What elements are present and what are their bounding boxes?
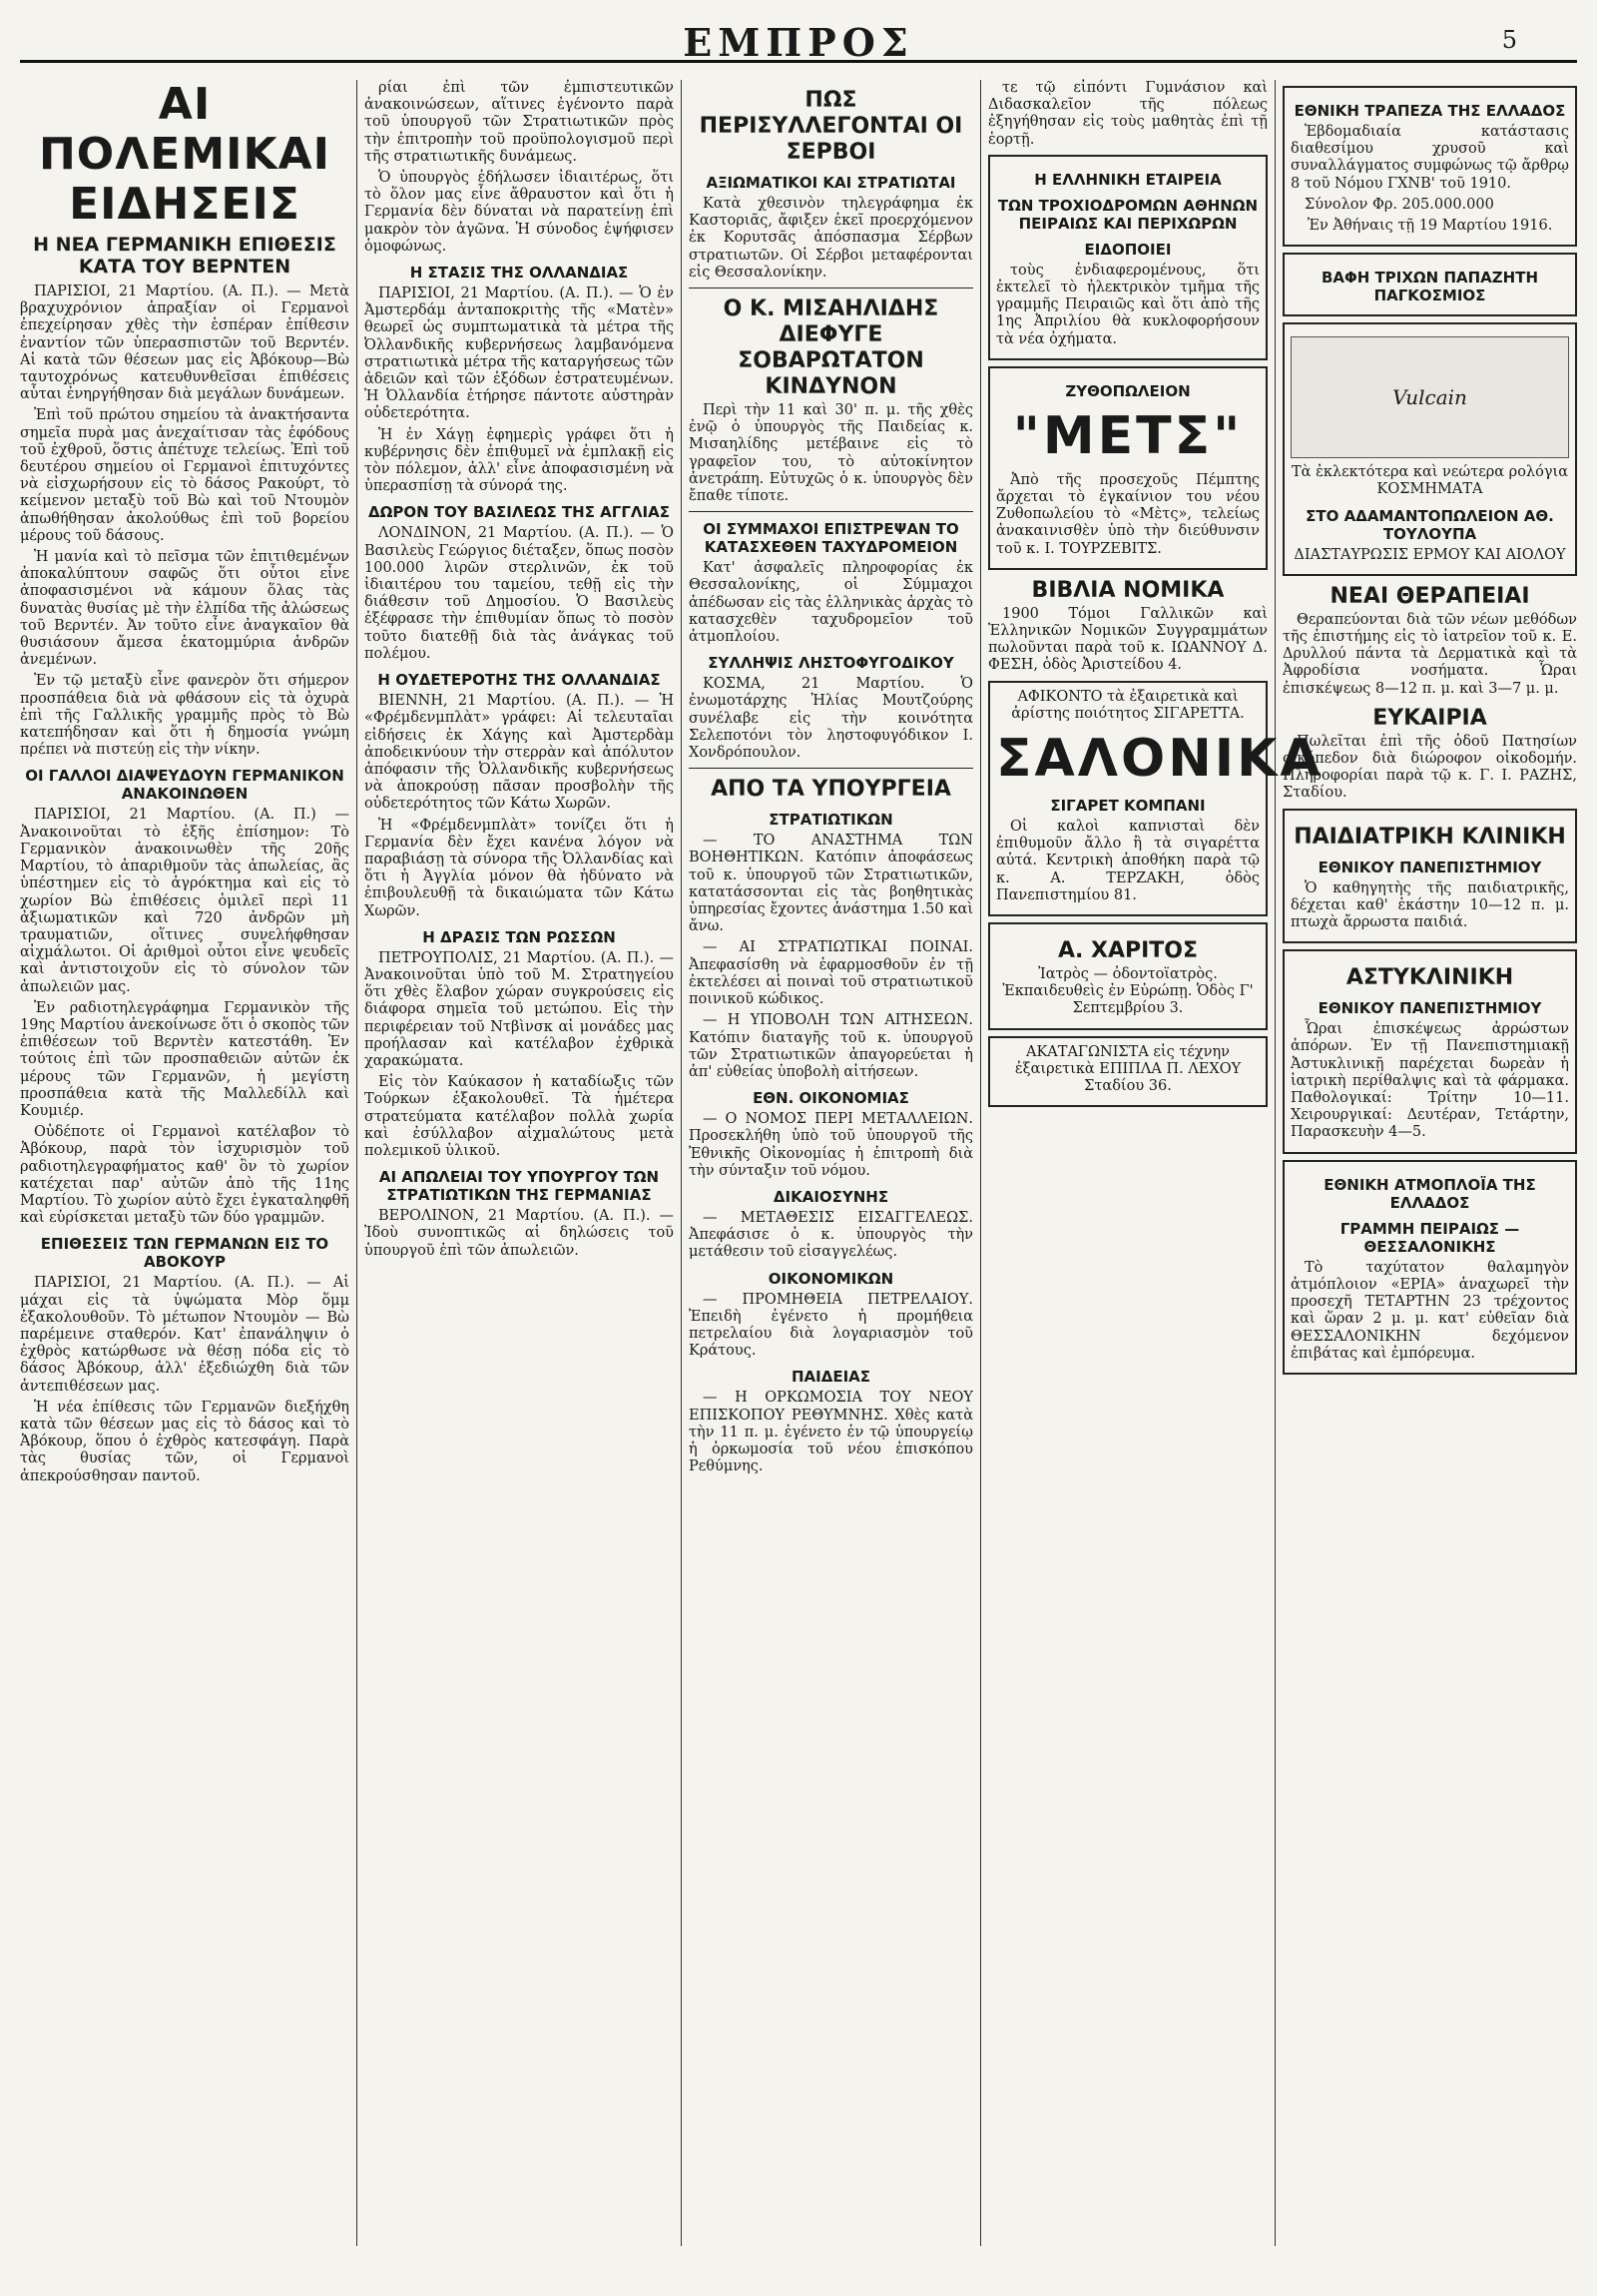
main-subheadline: Η ΝΕΑ ΓΕΡΜΑΝΙΚΗ ΕΠΙΘΕΣΙΣ ΚΑΤΑ ΤΟΥ ΒΕΡΝΤΕΝ: [33, 234, 336, 278]
column-2: [364, 80, 674, 2246]
article-paragraph: — Ο ΝΟΜΟΣ ΠΕΡΙ ΜΕΤΑΛΛΕΙΩΝ. Προσεκλήθη ὑπὸ τοῦ ὑπουργοῦ τῆς Ἐθνικῆς Οἰκονομίας ἡ ἐπιτροπὴ διὰ τὴν σύνταξιν τοῦ νόμου.: [689, 1111, 973, 1179]
article-paragraph: — ΤΟ ΑΝΑΣΤΗΜΑ ΤΩΝ ΒΟΗΘΗΤΙΚΩΝ. Κατόπιν ἀποφάσεως τοῦ κ. ὑπουργοῦ τῶν Στρατιωτικῶν, κατατάσσονται εἰς τὰς βοηθητικὰς ὑπηρεσίας ἔχοντες ἀνάστημα 1.50 καὶ ἄνω.: [689, 833, 973, 935]
article-paragraph: — Η ΟΡΚΩΜΟΣΙΑ ΤΟΥ ΝΕΟΥ ΕΠΙΣΚΟΠΟΥ ΡΕΘΥΜΝΗΣ. Χθὲς κατὰ τὴν 11 π. μ. ἐγένετο ἐν τῷ ὑπουργείῳ ἡ ὁρκωμοσία τοῦ νέου ἐπισκόπου Ρεθύμνης.: [689, 1390, 973, 1475]
section-heading: ΠΑΙΔΕΙΑΣ: [791, 1368, 871, 1387]
article-paragraph: ΠΑΡΙΣΙΟΙ, 21 Μαρτίου. (Α. Π.). — Αἱ μάχαι εἰς τὰ ὑψώματα Μὸρ ὅμμ ἐξακολουθοῦν. Τὸ μέτωπον Ντουμὸν — Βὼ παρέμεινε σταθερόν. Κατ' ἐπανάληψιν ὁ ἐχθρὸς κατώρθωσε νὰ θέσῃ πόδα εἰς τὸ δάσος Ἀβόκουρ, ἀλλ' ἐξεδιώχθη διὰ τῶν ἀντεπιθέσεων μας.: [20, 1275, 349, 1395]
section-heading: ΔΩΡΟΝ ΤΟΥ ΒΑΣΙΛΕΩΣ ΤΗΣ ΑΓΓΛΙΑΣ: [368, 503, 670, 522]
column-4: [988, 80, 1324, 2246]
ad-text: ΑΚΑΤΑΓΩΝΙΣΤΑ εἰς τέχνην ἐξαιρετικὰ ΕΠΙΠΛΑ Π. ΛΕΧΟΥ Σταδίου 36.: [1014, 1043, 1242, 1095]
article-paragraph: Ἐν τῷ μεταξὺ εἶνε φανερὸν ὅτι σήμερον προσπάθεια διὰ νὰ φθάσουν εἰς τὰ ὀχυρὰ ἐπὶ τῆς Γαλλικῆς γραμμῆς πρὸς τὸ Βὼ κατεπήδησαν καὶ ὅτι ἡ δημοσία γνώμη πρέπει νὰ πιστεύῃ εἰς τὴν νίκην.: [20, 673, 349, 759]
national-bank-notice: [1283, 86, 1577, 247]
ad-text: ΔΙΑΣΤΑΥΡΩΣΙΣ ΕΡΜΟΥ ΚΑΙ ΑΙΟΛΟΥ: [1294, 546, 1566, 563]
article-paragraph: ΠΕΤΡΟΥΠΟΛΙΣ, 21 Μαρτίου. (Α. Π.). — Ἀνακοινοῦται ὑπὸ τοῦ Μ. Στρατηγείου ὅτι χθὲς ἔλαβον χώραν συγκρούσεις εἰς διάφορα σημεῖα τοῦ μετώπου. Εἰς τὴν περιφέρειαν τοῦ Ντβὶνσκ αἱ μονάδες μας προήλασαν καὶ κατέλαβον ἐχθρικὰ χαρακώματα.: [364, 949, 674, 1069]
article-paragraph: ΒΙΕΝΝΗ, 21 Μαρτίου. (Α. Π.). — Ἡ «Φρέμδενμπλὰτ» γράφει: Αἱ τελευταῖαι εἰδήσεις ἐκ Χάγης καὶ Ἀμστερδὰμ ἀποδεικνύουν τὴν στερρὰν καὶ ἀπόλυτον ἀπόφασιν τῆς Ὀλλανδικῆς κυβερνήσεως νὰ ἀποκρούσῃ πᾶσαν προσβολὴν τῆς οὐδετερότητος τῶν Κάτω Χωρῶν.: [364, 693, 674, 813]
article-paragraph: Κατὰ χθεσινὸν τηλεγράφημα ἐκ Καστοριᾶς, ἄφιξεν ἐκεῖ προερχόμενον ἐκ Κορυτσᾶς ἀπόσπασμα Σέρβων στρατιωτῶν. Οἱ Σέρβοι μεταφέρονται εἰς Θεσσαλονίκην.: [689, 196, 973, 281]
ad-text: Ἰατρὸς — ὀδοντοϊατρὸς. Ἐκπαιδευθεὶς ἐν Εὐρώπῃ. Ὁδὸς Γ' Σεπτεμβρίου 3.: [1002, 966, 1254, 1017]
notice-heading: ΕΘΝΙΚΗ ΑΤΜΟΠΛΟΪΑ ΤΗΣ ΕΛΛΑΔΟΣ: [1324, 1175, 1536, 1212]
section-heading: ΟΙ ΓΑΛΛΟΙ ΔΙΑΨΕΥΔΟΥΝ ΓΕΡΜΑΝΙΚΟΝ ΑΝΑΚΟΙΝΩΘΕΝ: [25, 767, 344, 804]
section-headline: ΝΕΑΙ ΘΕΡΑΠΕΙΑΙ: [1330, 583, 1530, 609]
section-headline: ΒΙΒΛΙΑ ΝΟΜΙΚΑ: [1031, 577, 1225, 603]
article-paragraph: 1900 Τόμοι Γαλλικῶν καὶ Ἑλληνικῶν Νομικῶν Συγγραμμάτων πωλοῦνται παρὰ τοῦ κ. ΙΩΑΝΝΟΥ Δ. ΦΕΣΗ, ὁδὸς Ἀριστείδου 4.: [988, 605, 1268, 674]
article-paragraph: — ΜΕΤΑΘΕΣΙΣ ΕΙΣΑΓΓΕΛΕΩΣ. Ἀπεφάσισε ὁ κ. ὑπουργὸς τὴν μετάθεσιν τοῦ εἰσαγγελέως.: [689, 1209, 973, 1261]
tram-company-notice: [988, 155, 1268, 360]
notice-heading: ΑΣΤΥΚΛΙΝΙΚΗ: [1345, 965, 1514, 991]
column-3: [689, 80, 973, 2246]
article-paragraph: ΒΕΡΟΛΙΝΟΝ, 21 Μαρτίου. (Α. Π.). — Ἰδοὺ συνοπτικῶς αἱ δηλώσεις τοῦ ὑπουργοῦ ἐπὶ τῶν ἀπωλειῶν.: [364, 1208, 674, 1259]
watch-jewellery-ad: [1283, 322, 1577, 576]
main-headline: ΑΙ ΠΟΛΕΜΙΚΑΙ ΕΙΔΗΣΕΙΣ: [38, 79, 330, 230]
article-paragraph: Ἡ νέα ἐπίθεσις τῶν Γερμανῶν διεξήχθη κατὰ τῶν θέσεων μας εἰς τὸ δάσος καὶ τὸ Ἀβόκουρ, ὅπου ὁ ἐχθρὸς κατεσφάγη. Παρὰ τὰς θυσίας τῶν, οἱ Γερμανοὶ ἀπεκρούσθησαν παντοῦ.: [20, 1399, 349, 1484]
dentist-ad: [988, 922, 1268, 1030]
ad-text: Οἱ καλοὶ καπνισταὶ δὲν ἐπιθυμοῦν ἄλλο ἢ τὰ σιγαρέττα αὐτά. Κεντρικὴ ἀποθήκη παρὰ τῷ κ. Α. ΤΕΡΖΑΚΗ, ὁδὸς Πανεπιστημίου 81.: [996, 819, 1260, 903]
total-value: 205.000.000: [1401, 196, 1494, 213]
article-paragraph: ΠΑΡΙΣΙΟΙ, 21 Μαρτίου. (Α. Π.) — Ἀνακοινοῦται τὸ ἑξῆς ἐπίσημον: Τὸ Γερμανικὸν ἀνακοινωθὲν τῆς 20ῆς Μαρτίου, τὸ ἀπαριθμοῦν τὰς ἀπωλείας, ἂς ὑπέστημεν εἰς τὸ ἀγρόκτημα καὶ εἰς τὸ χωρίον Βὼ ἐπιθέσεις ὁμιλεῖ περὶ 11 ἀξιωματικῶν καὶ 720 ἀνδρῶν μὴ τραυματιῶν, οἵτινες συνελήφθησαν αἰχμάλωτοι. Οἱ ἀριθμοὶ οὗτοι εἶνε ψευδεῖς καὶ ἀντιστοιχοῦν εἰς τὸ σύνολον τῶν ἀπωλειῶν μας.: [20, 807, 349, 995]
article-paragraph: τε τῷ εἰπόντι Γυμνάσιον καὶ Διδασκαλεῖον τῆς πόλεως ἐξηγήθησαν εἰς τοὺς μαθητὰς ἐπὶ τῇ ἑορτῇ.: [988, 80, 1268, 148]
notice-heading: ΕΙΔΟΠΟΙΕΙ: [1084, 240, 1172, 259]
section-heading: Η ΣΤΑΣΙΣ ΤΗΣ ΟΛΛΑΝΔΙΑΣ: [409, 264, 629, 283]
column-rule: [681, 80, 682, 2246]
ad-text: Τὰ ἐκλεκτότερα καὶ νεώτερα ρολόγια ΚΟΣΜΗΜΑΤΑ: [1292, 464, 1568, 498]
article-paragraph: Περὶ τὴν 11 καὶ 30' π. μ. τῆς χθὲς ἐνῷ ὁ ὑπουργὸς τῆς Παιδείας κ. Μισαηλίδης μετέβαινε εἰς τὸ γραφεῖον του, τὸ αὐτοκίνητον ἀνετράπη. Εὐτυχῶς ὁ κ. ὑπουργὸς δὲν ἔπαθε τίποτε.: [689, 402, 973, 505]
column-1: [20, 80, 349, 2246]
article-paragraph: Ἡ ἐν Χάγῃ ἐφημερὶς γράφει ὅτι ἡ κυβέρνησις δὲν ἐπιθυμεῖ νὰ ἐμπλακῇ εἰς τὸν πόλεμον, ἀλλ' εἶνε ἀποφασισμένη νὰ ὑπερασπίσῃ τὰ σύνορά της.: [364, 426, 674, 495]
article-paragraph: Ἐν ραδιοτηλεγράφημα Γερμανικὸν τῆς 19ης Μαρτίου ἀνεκοίνωσε ὅτι ὁ σκοπὸς τῶν ἐπιθέσεων τοῦ Βερντὲν κατεστάθη. Ἐν τούτοις ἐπὶ τῶν προσπαθειῶν αὐτῶν ἐκ μέρους τῶν Γερμανῶν, ἡ μεγίστη προσπάθεια κατὰ τῆς Μαλλεδίλλ καὶ Κουμιέρ.: [20, 999, 349, 1119]
notice-date: Ἐν Ἀθήναις τῇ 19 Μαρτίου 1916.: [1307, 218, 1553, 235]
notice-heading: ΤΩΝ ΤΡΟΧΙΟΔΡΟΜΩΝ ΑΘΗΝΩΝ ΠΕΙΡΑΙΩΣ ΚΑΙ ΠΕΡΙΧΩΡΩΝ: [997, 196, 1259, 233]
hair-dye-ad: [1283, 253, 1577, 316]
article-paragraph: ΚΟΣΜΑ, 21 Μαρτίου. Ὁ ἐνωμοτάρχης Ἠλίας Μουτζούρης συνέλαβε εἰς τὴν κοινότητα Σελεποτόνι τὸν ληστοφυγόδικον Ι. Χονδρόπουλον.: [689, 676, 973, 762]
ad-name: Α. ΧΑΡΙΤΟΣ: [1057, 938, 1199, 964]
column-rule: [980, 80, 981, 2246]
notice-heading: ΕΘΝΙΚΟΥ ΠΑΝΕΠΙΣΤΗΜΙΟΥ: [1318, 858, 1542, 876]
column-5: [1283, 80, 1577, 2246]
notice-heading: ΠΑΙΔΙΑΤΡΙΚΗ ΚΛΙΝΙΚΗ: [1294, 824, 1566, 850]
article-paragraph: Ἡ «Φρέμδενμπλὰτ» τονίζει ὅτι ἡ Γερμανία δὲν ἔχει κανένα λόγον νὰ παραβιάσῃ τὰ σύνορα τῆς Ὀλλανδίας καὶ ὅτι ἡ Ἀγγλία μόνον θὰ ἠδύνατο νὰ ἐπιβουλευθῇ τὰ δικαιώματα τῶν Κάτω Χωρῶν.: [364, 817, 674, 919]
notice-text: Τὸ ταχύτατον θαλαμηγὸν ἀτμόπλοιον «ΕΡΙΑ» ἀναχωρεῖ τὴν προσεχῆ ΤΕΤΑΡΤΗΝ 23 τρέχοντος καὶ ὥραν 2 μ. μ. κατ' εὐθεῖαν διὰ ΘΕΣΣΑΛΟΝΙΚΗΝ δεχόμενον ἐπιβάτας καὶ ἐμπόρευμα.: [1291, 1259, 1569, 1362]
notice-text: τοὺς ἐνδιαφερομένους, ὅτι ἐκτελεῖ τὸ ἠλεκτρικὸν τμῆμα τῆς γραμμῆς Πειραιῶς καὶ ὅτι ἀπὸ τῆς 1ης Ἀπριλίου θὰ κυκλοφορήσουν τὰ νέα ὀχήματα.: [996, 262, 1260, 347]
article-paragraph: — ΑΙ ΣΤΡΑΤΙΩΤΙΚΑΙ ΠΟΙΝΑΙ. Ἀπεφασίσθη νὰ ἐφαρμοσθοῦν ἐν τῇ ἐκτελέσει αἱ ποιναὶ τοῦ στρατιωτικοῦ ποινικοῦ κώδικος.: [689, 939, 973, 1008]
section-heading: ΟΙ ΣΥΜΜΑΧΟΙ ΕΠΙΣΤΡΕΨΑΝ ΤΟ ΚΑΤΑΣΧΕΘΕΝ ΤΑΧΥΔΡΟΜΕΙΟΝ: [703, 520, 959, 557]
article-paragraph: Θεραπεύονται διὰ τῶν νέων μεθόδων τῆς ἐπιστήμης εἰς τὸ ἰατρεῖον τοῦ κ. Ε. Δρυλλού πάντα τὰ Δερματικὰ καὶ τὰ Ἀφροδίσια νοσήματα. Ὧραι ἐπισκέψεως 8—12 π. μ. καὶ 3—7 μ. μ.: [1283, 611, 1577, 697]
section-heading: ΑΙ ΑΠΩΛΕΙΑΙ ΤΟΥ ΥΠΟΥΡΓΟΥ ΤΩΝ ΣΤΡΑΤΙΩΤΙΚΩΝ ΤΗΣ ΓΕΡΜΑΝΙΑΣ: [378, 1168, 660, 1205]
masthead: [20, 20, 1577, 63]
total-label: Σύνολον Φρ.: [1305, 196, 1397, 213]
section-heading: ΟΙΚΟΝΟΜΙΚΩΝ: [768, 1269, 894, 1288]
steamship-notice: [1283, 1160, 1577, 1375]
watch-illustration: Vulcain: [1291, 336, 1569, 458]
section-heading: ΕΘΝ. ΟΙΚΟΝΟΜΙΑΣ: [753, 1089, 909, 1108]
section-heading: Η ΟΥΔΕΤΕΡΟΤΗΣ ΤΗΣ ΟΛΛΑΝΔΙΑΣ: [377, 671, 661, 690]
article-paragraph: Ἐπὶ τοῦ πρώτου σημείου τὰ ἀνακτήσαντα σημεῖα πυρὰ μας ἀνεχαίτισαν τὰς ἐφόδους τοῦ ἐχθροῦ, ὅστις ἀπέτυχε τελείως. Ἐπὶ τοῦ δευτέρου σημείου οἱ Γερμανοὶ ἐπιτυχόντες νὰ εἰσχωρήσουν εἰς τὸ δάσος Ρακούρτ, τὸ κείμενον μεταξὺ τοῦ Βὼ καὶ τοῦ Ντουμὸν ἀπωθήθησαν ἀκολούθως ἐπὶ τοῦ βορείου μέρους τοῦ δάσους.: [20, 407, 349, 544]
section-headline: ΑΠΟ ΤΑ ΥΠΟΥΡΓΕΙΑ: [711, 777, 951, 803]
column-rule: [356, 80, 357, 2246]
salonika-cigarette-ad: [988, 681, 1324, 916]
article-paragraph: Ὁ ὑπουργὸς ἐδήλωσεν ἰδιαιτέρως, ὅτι τὸ ὅλον μας εἶνε ἄθραυστον καὶ ὅτι ἡ Γερμανία δὲν δύναται νὰ παρατείνῃ ἐπὶ μακρὸν τὸν ἀγῶνα. Ἡ σύνοδος ἐψήφισεν ὁμοφώνως.: [364, 170, 674, 255]
divider: [689, 768, 973, 769]
section-heading: ΔΙΚΑΙΟΣΥΝΗΣ: [773, 1187, 889, 1206]
article-paragraph: Πωλεῖται ἐπὶ τῆς ὁδοῦ Πατησίων οἰκόπεδον διὰ διώροφον οἰκοδομήν. Πληροφορίαι παρὰ τῷ κ. Γ. Ι. ΡΑΖΗΣ, Σταδίου.: [1283, 733, 1577, 802]
ad-heading: ΣΤΟ ΑΔΑΜΑΝΤΟΠΩΛΕΙΟΝ ΑΘ. ΤΟΥΛΟΥΠΑ: [1306, 506, 1554, 543]
section-heading: ΕΠΙΘΕΣΕΙΣ ΤΩΝ ΓΕΡΜΑΝΩΝ ΕΙΣ ΤΟ ΑΒΟΚΟΥΡ: [40, 1235, 329, 1272]
article-paragraph: — ΠΡΟΜΗΘΕΙΑ ΠΕΤΡΕΛΑΙΟΥ. Ἐπειδὴ ἐγένετο ἡ προμήθεια πετρελαίου διὰ λογαριασμὸν τοῦ Κράτους.: [689, 1291, 973, 1360]
divider: [689, 287, 973, 288]
city-clinic-notice: [1283, 949, 1577, 1153]
notice-heading: ΓΡΑΜΜΗ ΠΕΙΡΑΙΩΣ — ΘΕΣΣΑΛΟΝΙΚΗΣ: [1339, 1219, 1520, 1256]
notice-heading: ΕΘΝΙΚΟΥ ΠΑΝΕΠΙΣΤΗΜΙΟΥ: [1318, 999, 1542, 1018]
notice-total: [1291, 197, 1569, 214]
article-paragraph: Εἰς τὸν Καύκασον ἡ καταδίωξις τῶν Τούρκων ἐξακολουθεῖ. Τὰ ἡμέτερα στρατεύματα κατέλαβον πολλὰ χωρία καὶ ἐσύλλαβον αἰχμαλώτους μετὰ πολεμικοῦ ὑλικοῦ.: [364, 1074, 674, 1159]
section-heading: ΣΤΡΑΤΙΩΤΙΚΩΝ: [769, 811, 893, 830]
notice-heading: Η ΕΛΛΗΝΙΚΗ ΕΤΑΙΡΕΙΑ: [1034, 170, 1222, 189]
section-headline: ΕΥΚΑΙΡΙΑ: [1372, 705, 1487, 731]
section-heading: Η ΔΡΑΣΙΣ ΤΩΝ ΡΩΣΣΩΝ: [422, 927, 616, 946]
notice-text: Ὧραι ἐπισκέψεως ἀρρώστων ἀπόρων. Ἐν τῇ Πανεπιστημιακῇ Ἀστυκλινικῇ παρέχεται δωρεὰν ἡ ἰατρικὴ περίθαλψις καὶ τὰ φάρμακα. Παθολογικαί: Τρίτην 10—11. Χειρουργικαί: Δευτέραν, Τετάρτην, Παρασκευὴν 4—5.: [1291, 1021, 1569, 1141]
mets-beer-hall-ad: [988, 366, 1268, 570]
article-paragraph: Κατ' ἀσφαλεῖς πληροφορίας ἐκ Θεσσαλονίκης, οἱ Σύμμαχοι ἀπέδωσαν εἰς τὰς ἑλληνικὰς ἀρχὰς τὸ κατασχεθὲν ταχυδρομεῖον τοῦ ἀτμοπλοίου.: [689, 560, 973, 646]
divider: [689, 511, 973, 512]
furniture-ad: [988, 1036, 1268, 1108]
article-paragraph: — Η ΥΠΟΒΟΛΗ ΤΩΝ ΑΙΤΗΣΕΩΝ. Κατόπιν διαταγῆς τοῦ κ. ὑπουργοῦ τῶν Στρατιωτικῶν ἀπαγορεύεται ἡ ἀπ' εὐθείας ὑποβολὴ αἰτήσεων.: [689, 1012, 973, 1080]
article-paragraph: ΛΟΝΔΙΝΟΝ, 21 Μαρτίου. (Α. Π.). — Ὁ Βασιλεὺς Γεώργιος διέταξεν, ὅπως ποσὸν 100.000 λιρῶν στερλινῶν, ἐκ τοῦ ἰδιαιτέρου του ταμείου, τεθῇ εἰς τὴν διάθεσιν τοῦ Δημοσίου. Ὁ Βασιλεὺς ἐξέφρασε τὴν ἐπιθυμίαν ὅπως τὸ ποσὸν τοῦτο διατεθῇ διὰ τὰς ἀνάγκας τοῦ πολέμου.: [364, 525, 674, 662]
notice-text: Ὁ καθηγητὴς τῆς παιδιατρικῆς, δέχεται καθ' ἑκάστην 10—12 π. μ. πτωχὰ ἄρρωστα παιδιά.: [1291, 879, 1569, 931]
notice-text: Ἑβδομαδιαία κατάστασις διαθεσίμου χρυσοῦ καὶ συναλλάγματος συμφώνως τῷ ἄρθρῳ 8 τοῦ Νόμου ΓΧΝΒ' τοῦ 1910.: [1291, 124, 1569, 192]
section-heading: ΣΥΛΛΗΨΙΣ ΛΗΣΤΟΦΥΓΟΔΙΚΟΥ: [708, 654, 954, 673]
section-heading: ΑΞΙΩΜΑΤΙΚΟΙ ΚΑΙ ΣΤΡΑΤΙΩΤΑΙ: [706, 174, 956, 192]
ad-brand: ΣΑΛΟΝΙΚΑ: [996, 729, 1324, 790]
ad-text: Ἀπὸ τῆς προσεχοῦς Πέμπτης ἄρχεται τὸ ἐγκαίνιον του νέου Ζυθοπωλείου τὸ «Μὲτς», τελείως ἀνακαινισθὲν ὑπὸ τὴν διεύθυνσιν τοῦ κ. Ι. ΤΟΥΡΖΕΒΙΤΣ.: [996, 471, 1260, 557]
article-paragraph: ΠΑΡΙΣΙΟΙ, 21 Μαρτίου. (Α. Π.). — Ὁ ἐν Ἀμστερδάμ ἀνταποκριτὴς τῆς «Ματὲν» θεωρεῖ ὡς συμπτωματικὰ τὰ μέτρα τῆς Ὀλλανδικῆς κυβερνήσεως λαμβανόμενα στρατιωτικὰ μέτρα τῆς καταργήσεως τῶν ἀδειῶν καὶ τῶν ἐξόδων ἐστρατευμένων. Ἡ Ὀλλανδία ἐτήρησε πάντοτε αὐστηρὰν οὐδετερότητα.: [364, 286, 674, 422]
newspaper-page: [20, 20, 1577, 2256]
ad-name: "ΜΕΤΣ": [1012, 405, 1244, 466]
notice-heading: ΕΘΝΙΚΗ ΤΡΑΠΕΖΑ ΤΗΣ ΕΛΛΑΔΟΣ: [1294, 102, 1566, 120]
ad-heading: ΒΑΦΗ ΤΡΙΧΩΝ ΠΑΠΑΖΗΤΗ ΠΑΓΚΟΣΜΙΟΣ: [1321, 269, 1538, 305]
section-headline: Ο Κ. ΜΙΣΑΗΛΙΔΗΣ ΔΙΕΦΥΓΕ ΣΟΒΑΡΩΤΑΤΟΝ ΚΙΝΔΥΝΟΝ: [723, 296, 939, 400]
newspaper-title: ΕΜΠΡΟΣ: [683, 20, 914, 65]
pediatric-clinic-notice: [1283, 809, 1577, 944]
ad-text: ΑΦΙΚΟΝΤΟ τὰ ἐξαιρετικὰ καὶ ἀρίστης ποιότητος ΣΙΓΑΡΕΤΤΑ.: [1011, 688, 1245, 722]
ad-heading: ΖΥΘΟΠΩΛΕΙΟΝ: [1065, 381, 1191, 400]
article-paragraph: ΠΑΡΙΣΙΟΙ, 21 Μαρτίου. (Α. Π.). — Μετὰ βραχυχρόνιον ἀπραξίαν οἱ Γερμανοὶ ἐπεχείρησαν χθὲς τὴν ἑσπέραν ἐπίθεσιν ἐναντίον τῶν ὑπερασπιστῶν τοῦ Βερντέν. Αἱ κατὰ τῶν θέσεων μας εἰς Ἀβόκουρ—Βὼ ταυτοχρόνως κατευθυνθεῖσαι ἐπιθέσεις αὗται ἐνηργήθησαν διὰ μεγάλων δυνάμεων.: [20, 284, 349, 403]
article-paragraph: Ἡ μανία καὶ τὸ πεῖσμα τῶν ἐπιτιθεμένων ἀποκαλύπτουν σαφῶς ὅτι οὗτοι εἶνε ἀποφασισμένοι νὰ κάμουν ὅλας τὰς δυνατὰς θυσίας μὲ τὴν ἐλπίδα τῆς ἀλώσεως τοῦ Βερντέν. Ἀν τοῦτο εἶνε ἀναγκαῖον θὰ θυσιάσουν ἄμεσα ἑκατομμύρια ἀνδρῶν ἀνεμένων.: [20, 549, 349, 669]
article-paragraph: Οὐδέποτε οἱ Γερμανοὶ κατέλαβον τὸ Ἀβόκουρ, παρὰ τὸν ἰσχυρισμὸν τοῦ ραδιοτηλεγραφήματος καθ' ὃν τὸ χωρίον κατέχεται παρ' αὐτῶν ἀπὸ τῆς 11ης Μαρτίου. Τὸ χωρίον αὐτὸ ἔχει ἐγκαταληφθῆ καὶ εὑρίσκεται μεταξὺ τῶν δύο γραμμῶν.: [20, 1124, 349, 1227]
section-headline: ΠΩΣ ΠΕΡΙΣΥΛΛΕΓΟΝΤΑΙ ΟΙ ΣΕΡΒΟΙ: [699, 88, 963, 165]
column-rule: [1275, 80, 1276, 2246]
page-number: 5: [1501, 26, 1517, 54]
ad-heading: ΣΙΓΑΡΕΤ ΚΟΜΠΑΝΙ: [1050, 797, 1206, 816]
article-paragraph: ρίαι ἐπὶ τῶν ἐμπιστευτικῶν ἀνακοινώσεων, αἵτινες ἐγένοντο παρὰ τοῦ ὑπουργοῦ τῶν Στρατιωτικῶν πρὸς τὴν ἐπιτροπὴν τοῦ προϋπολογισμοῦ περὶ τῆς στρατιωτικῆς δυνάμεως.: [364, 80, 674, 165]
